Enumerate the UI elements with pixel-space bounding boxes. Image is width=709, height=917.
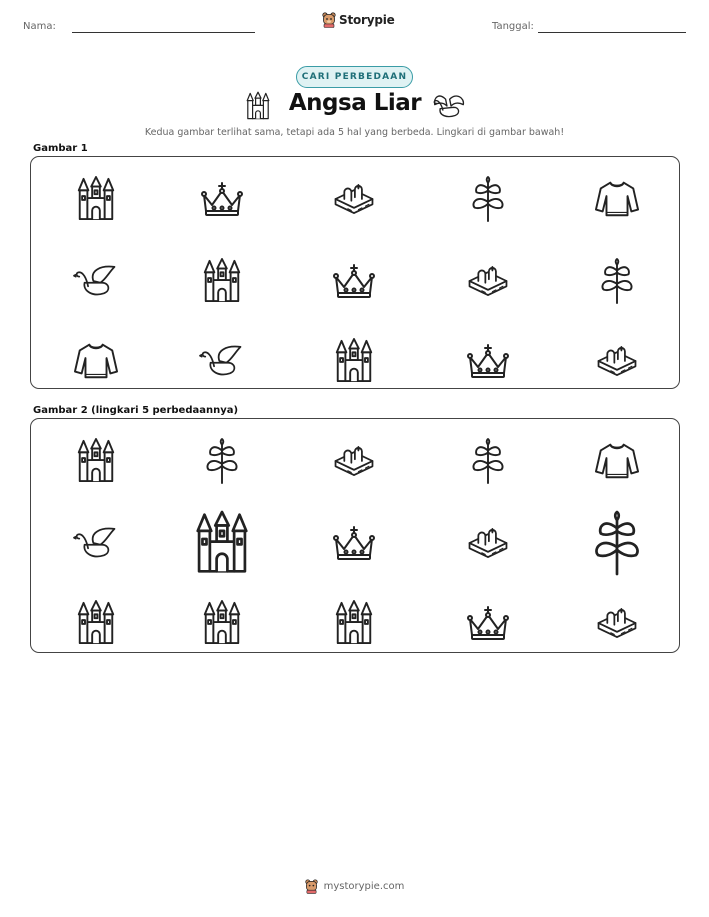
footer: [0, 879, 709, 894]
crown-icon: [466, 601, 510, 645]
castle-icon: [74, 439, 118, 483]
castle-icon: [191, 512, 253, 574]
picture2-label: Gambar 2 (lingkari 5 perbedaannya): [33, 405, 239, 416]
date-input-line[interactable]: [538, 32, 686, 33]
worksheet-tag: CARI PERBEDAAN: [296, 66, 413, 88]
worksheet-title: Angsa Liar: [288, 90, 422, 116]
brand-name: Storypie: [339, 13, 395, 27]
crown-icon: [466, 339, 510, 383]
sweater-icon: [595, 439, 639, 483]
castle-icon: [74, 177, 118, 221]
swan-icon: [200, 339, 244, 383]
nettle-icon: [595, 259, 639, 303]
graveyard-icon: [595, 601, 639, 645]
crown-icon: [332, 259, 376, 303]
sweater-icon: [595, 177, 639, 221]
graveyard-icon: [332, 439, 376, 483]
crown-icon: [332, 521, 376, 565]
picture1-panel: [30, 156, 680, 389]
swan-icon: [432, 92, 466, 120]
footer-site: mystorypie.com: [323, 881, 405, 892]
instructions-text: Kedua gambar terlihat sama, tetapi ada 5 hal yang berbeda. Lingkari di gambar bawah!: [144, 127, 565, 138]
castle-icon: [200, 601, 244, 645]
brand-logo: [322, 12, 395, 28]
graveyard-icon: [466, 259, 510, 303]
name-input-line[interactable]: [72, 32, 255, 33]
picture1-label: Gambar 1: [33, 143, 88, 154]
nettle-icon: [466, 177, 510, 221]
name-label: Nama:: [23, 21, 56, 32]
date-label: Tanggal:: [492, 21, 534, 32]
picture2-panel[interactable]: [30, 418, 680, 653]
castle-icon: [332, 601, 376, 645]
bear-logo-icon: [305, 879, 318, 894]
castle-icon: [246, 92, 270, 120]
castle-icon: [332, 339, 376, 383]
graveyard-icon: [332, 177, 376, 221]
crown-icon: [200, 177, 244, 221]
graveyard-icon: [466, 521, 510, 565]
bear-logo-icon: [322, 12, 336, 28]
nettle-icon: [586, 512, 648, 574]
castle-icon: [74, 601, 118, 645]
nettle-icon: [466, 439, 510, 483]
sweater-icon: [74, 339, 118, 383]
swan-icon: [74, 259, 118, 303]
swan-icon: [74, 521, 118, 565]
castle-icon: [200, 259, 244, 303]
graveyard-icon: [595, 339, 639, 383]
nettle-icon: [200, 439, 244, 483]
